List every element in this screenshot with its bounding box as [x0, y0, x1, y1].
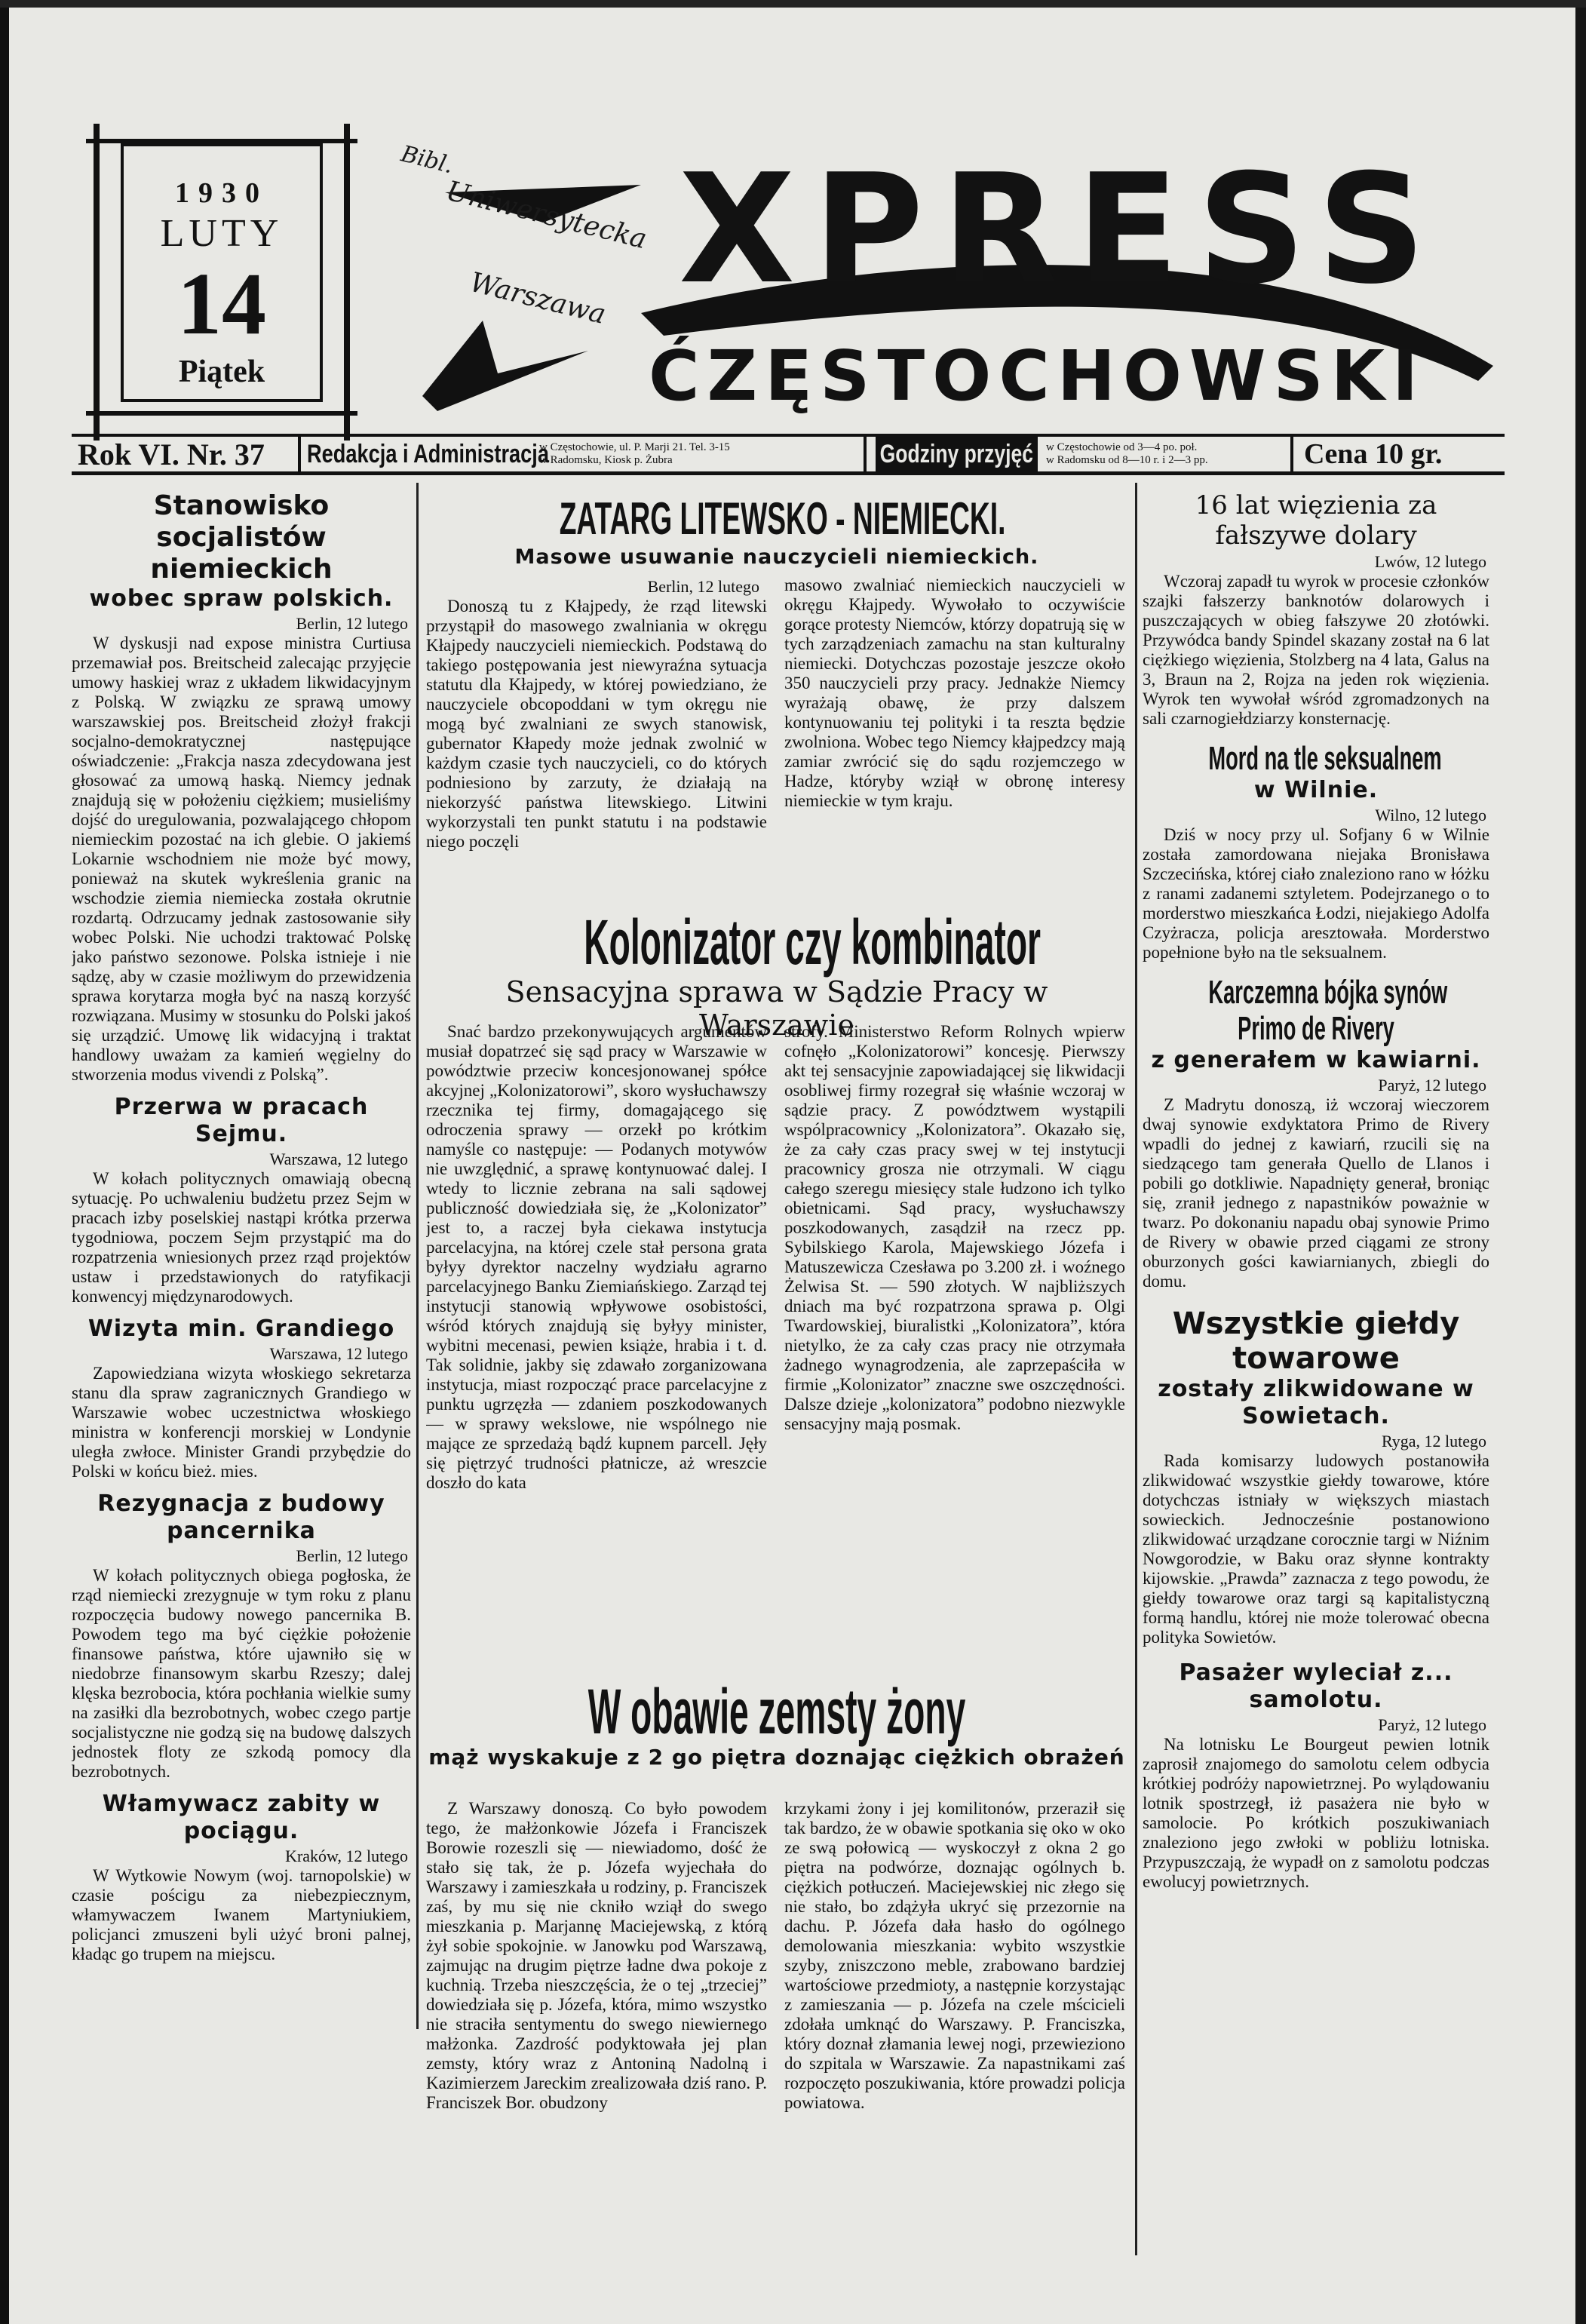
- article-title: Kolonizator czy kombinator: [584, 909, 1041, 978]
- article-body: Snać bardzo przekonywujących argumentów musiał dopatrzeć się sąd pracy w Warszawie w powództwie przeciw koncesjonowanej spółce akcyjnej „Kolonizatorowi”, skoro wysłuchawszy rzecznika tej firmy, domagającego się odroczenia sprawy — orzekł po krótkim namyśle co następuje: — Podanych motywów nie uwzględnić, a sprawę kontynuować dalej. I wtedy to licznie zebrana na sali sądowej publiczność dowiedziała się, że „Kolonizator” jest to, a raczej była ciekawa instytucja parcelacyjna, na której czele stał persona grata byłyy dyrektor naczelny wydziału agrarno parcelacyjnego Banku Ziemiańskiego. Zarząd tej instytucji stanowią wpływowe osobistości, wśród których znajdują się byłyy minister, wybitni mecenasi, pewien książe, hrabia i t. d. Tak solidnie, jakby się zdawało zorganizowana instytucja, miast rozpocząć prace parcelacyjne z punktu ugrzęzła — zdaniem poszkodowanych — w sprawy wekslowe, nie wspólnego nie mające ze sprzedażą bądź kupnem parcell. Jęły się piętrzyć trudności płatnicze, aż wreszcie doszło do kata: [426, 1022, 767, 1492]
- article-body: Rada komisarzy ludowych postanowiła zlikwidować wszystkie giełdy towarowe, które dotychczas istniały w większych miastach sowieckich. Jednocześnie postanowiono zlikwidować urządzane corocznie targi w Niźnim Nowgorodzie, w Baku oraz słynne kontrakty kijowskie. „Prawda” zaznacza z tego powodu, że giełdy towarowe oraz targi są kapitalistyczną formą handlu, której nie może tolerować obecna polityka Sowietów.: [1143, 1451, 1489, 1647]
- article-body: masowo zwalniać niemieckich nauczycieli w okręgu Kłajpedy. Wywołało to oczywiście gorące protesty Niemców, którzy dopatrują się w tych zarządzeniach zamachu na stan kulturalny niemiecki. Dotychczas pozostaje jeszcze około 350 nauczycieli przy pracy. Jednakże Niemcy wyrażają obawę, że przy dalszem kontynuowaniu tej polityki i ta reszta będzie zwolniona. Wobec tego Niemcy kłajpedzcy mają zamiar zwrócić się do sądu rozjemczego w Hadze, któryby wziął w obronę interesy niemieckie w tym kraju.: [784, 576, 1125, 810]
- stamp-line: Bibl.: [398, 140, 456, 180]
- article-subtitle: Masowe usuwanie nauczycieli niemieckich.: [514, 545, 1039, 569]
- scan-edge-right: [1575, 0, 1586, 2324]
- article-title: Przerwa w pracach Sejmu.: [114, 1094, 369, 1147]
- article-subtitle: zostały zlikwidowane w Sowietach.: [1158, 1376, 1474, 1429]
- article-body: Donoszą tu z Kłajpedy, że rząd litewski przystąpił do masowego zwalniania w okręgu Kłajpedy nauczycieli niemieckich. Podstawą do takiego postępowania jest niewyraźna sytuacja statutu dla Kłajpedy, w której powiedziano, że nauczyciele obcopoddani w tym okręgu nie mogą być zwalniani ze swych stanowisk, gubernator Kłapedy może jednak zwolnić w każdym czasie tych nauczycieli, co do których podniesiono by zarzuty, że działają na niekorzyść państwa litewskiego. Litwini wykorzystali ten punkt statutu i na podstawie niego poczęli: [426, 597, 767, 851]
- article-body: W kołach politycznych omawiają obecną sytuację. Po uchwaleniu budżetu przez Sejm w pracach izby poselskiej nastąpi krótka przerwa tygodniowa, poczem Sejm przystąpić ma do rozpatrzenia wniesionych przez rząd projektów ustaw i przedstawionych do ratyfikacji konwencyj międzynarodowych.: [72, 1169, 411, 1306]
- bar-separator: [864, 437, 867, 471]
- article-body: Na lotnisku Le Bourgeut pewien lotnik zaprosił znajomego do samolotu celem odbycia krótkiej podróży napowietrznej. Po wylądowaniu lotnik spostrzegł, iż pasażera nie było w samolocie. Po krótkich poszukiwaniach znaleziono jego zwłoki w pobliżu lotniska. Przypuszczają, że wypadł on z samolotu podczas ewolucyj powietrznych.: [1143, 1735, 1489, 1891]
- bar-separator: [298, 437, 301, 471]
- hours-label: Godziny przyjęć: [879, 439, 1034, 468]
- bar-separator: [1290, 437, 1293, 471]
- date-month: LUTY: [160, 212, 284, 255]
- stamp-line: Warszawa: [466, 266, 609, 331]
- article-lithuania: [426, 494, 1127, 901]
- article-dateline: Ryga, 12 lutego: [1381, 1432, 1486, 1451]
- article-title: ZATARG LITEWSKO - NIEMIECKI.: [559, 494, 1006, 544]
- article-body: W dyskusji nad expose ministra Curtiusa przemawiał pos. Breitscheid zalecając przyjęcie umowy haskiej wraz z układem likwidacyjnym z Polską. W związku ze sprawą umowy warszawskiej pos. Breitscheid złożył frakcji socjalno-demokratycznej następujące oświadczenie: „Frakcja nasza zdecydowana jest głosować za umową haską. Niemcy jednak znajdują się w położeniu ciężkiem; musieliśmy dojść do uregulowania, pozwalającego chłopom niemieckim pozostać na ich glebie. O jakiemś Lokarnie wschodniem nie może być mowy, ponieważ na skutek wykreślenia granic na wschodzie ziemia niemiecka została okrutnie rozdartą. Odrzucamy jednak zastosowanie siły wobec Polski. Nie uchodzi traktować Polskę jako państwo sezonowe. Polska istnieje i nie sądzę, aby w czasie możliwym do przewidzenia sprawa korytarza mogła być na naszą korzyść rozwiązana. Musimy w stosunku do Polski jakoś się urządzić. Umowę lik widacyjną i traktat handlowy uważam za kamień węgielny do stworzenia modus vivendi z Polską”.: [72, 634, 411, 1084]
- article-dateline: Berlin, 12 lutego: [296, 614, 408, 633]
- article-subtitle: Sensacyjna sprawa w Sądzie Pracy w Warszawie: [505, 975, 1048, 1042]
- article-dateline: Kraków, 12 lutego: [285, 1847, 408, 1865]
- office-hours: [1046, 437, 1208, 471]
- article-title: 16 lat więzienia za fałszywe dolary: [1195, 490, 1437, 551]
- article-title: Wszystkie giełdy towarowe: [1172, 1306, 1460, 1376]
- hours-label-wrap: [876, 437, 1038, 471]
- article-body: strofy. Ministerstwo Reform Rolnych wpierw cofnęło „Kolonizatorowi” koncesję. Pierwszy akt tej sensacyjnie zapowiadającej się likwidacji osobliwej firmy rozegrał się właśnie wczoraj w sądzie pracy. Z powództwem wystąpili wspólpracownicy „Kolonizatora”. Okazało się, że za cały czas pracy swej w tej instytucji pracownicy grosza nie otrzymali. W ciągu całego szeregu miesięcy stale łudzono ich tylko obietnicami. Sąd pracy, wysłuchawszy poszkodowanych, zasądził na rzecz pp. Sybilskiego Karola, Majewskiego Józefa i Matuszewicza Czesława po 3.200 zł. i woźnego Żelwisa St. — 590 złotych. W najbliższych dniach ma być rozpatrzona sprawa p. Olgi Twardowskiej, biuralistki „Kolonizatora”, która nietylko, że za cały czas pracy nie otrzymała żadnego wynagrodzenia, ale zaprzepaściła w firmie „Kolonizator” znaczne swe oszczędności. Dalsze dzieje „kolonizatora” podobno niezwykle sensacyjny mają posmak.: [784, 1022, 1125, 1433]
- date-day: 14: [177, 254, 266, 353]
- article-body: krzykami żony i jej komilitonów, przeraził się tak bardzo, że w obawie spotkania się oko w oko ze swą połowicą — wyskoczył z okna 2 go piętra na podwórze, doznając ogólnych b. ciężkich potłuczeń. Maciejewskiej nic złego się nie stało, bo zdążyła ukryć się przezornie na dachu. P. Józefa dała hasło do ogólnego demolowania mieszkania: wybito wszystkie szyby, zniszczono meble, zrabowano bardziej wartościowe przedmioty, a następnie korzystając z zamieszania — p. Józefa na czele mścicieli zdołała umknąć do Warszawy. P. Franciszka, który doznał złamania lewej nogi, przewieziono do szpitala w Warszawie. Za napastnikami zaś rozpoczęto poszukiwania, które prowadzi policja powiatowa.: [784, 1799, 1125, 2112]
- editorial-address: [539, 437, 730, 471]
- date-weekday: Piątek: [178, 355, 265, 389]
- article-title: Włamywacz zabity w pociągu.: [102, 1791, 381, 1844]
- right-column: [1143, 490, 1489, 2255]
- article-dateline: Lwów, 12 lutego: [1374, 552, 1486, 571]
- article-body: Zapowiedziana wizyta włoskiego sekretarza stanu dla spraw zagranicznych Grandiego w Warszawie wobec uczestnictwa włoskiego ministra w konferencji morskiej w Londynie uległa zwłoce. Minister Grandi przybędzie do Polski w końcu bież. mies.: [72, 1364, 411, 1481]
- article-title: Stanowisko socjalistów niemieckich: [150, 490, 333, 585]
- logo-title: XPRESS: [679, 142, 1444, 318]
- office-hours-line: w Radomsku od 8—10 r. i 2—3 pp.: [1046, 454, 1208, 466]
- issue-info-bar: [72, 434, 1505, 475]
- article-dateline: Paryż, 12 lutego: [1378, 1715, 1486, 1734]
- article-body: W kołach politycznych obiega pogłoska, że rząd niemiecki zrezygnuje w tym roku z planu rozpoczęcia budowy nowego pancernika B. Powodem tego ma być ciężkie położenie finansowe państwa, które ujawniło się w niedobrze finansowym skarbu Rzeszy; dalej klęska bezrobocia, która pochłania wielkie sumy na zasiłki dla bezrobotnych, wobec czego partje socjalistyczne nie godzą się na budowę dalszych jednostek floty ze szkodą pomocy dla bezrobotnych.: [72, 1566, 411, 1781]
- article-body: W Wytkowie Nowym (woj. tarnopolskie) w czasie pościgu za niebezpiecznym, włamywaczem Iwanem Martyniukiem, policjanci zmuszeni byli użyć broni palnej, kładąc go trupem na miejscu.: [72, 1866, 411, 1963]
- article-title: W obawie zemsty żony: [587, 1678, 966, 1747]
- issue-number: Rok VI. Nr. 37: [78, 437, 265, 471]
- date-year: 1930: [175, 177, 268, 209]
- article-subtitle: z generałem w kawiarni.: [1151, 1047, 1481, 1073]
- article-dateline: Berlin, 12 lutego: [296, 1546, 408, 1565]
- issue-price: Cena 10 gr.: [1304, 438, 1443, 470]
- article-dateline: Warszawa, 12 lutego: [269, 1344, 408, 1363]
- office-hours-line: w Częstochowie od 3—4 po. poł.: [1046, 441, 1198, 453]
- article-dateline: Berlin, 12 lutego: [647, 577, 759, 596]
- editorial-address-line: w Radomsku, Kiosk p. Żubra: [539, 454, 673, 466]
- article-dateline: Paryż, 12 lutego: [1378, 1076, 1486, 1094]
- article-body: Wczoraj zapadł tu wyrok w procesie członków szajki fałszerzy banknotów dolarowych i puszczających w obieg fałszywe 20 złotówki. Przywódca bandy Spindel skazany został na 6 lat ciężkiego więzienia, Stolzberg na 4 lata, Galus na 3, Braun na 2, Rojza na jeden rok więzienia. Wyrok ten wywołał wśród zgromadzonych na sali czarnogiełdziarzy konsternację.: [1143, 572, 1489, 728]
- article-body: Z Warszawy donoszą. Co było powodem tego, że małżonkowie Józefa i Franciszek Borowie rozeszli się — niewiadomo, dość że stało się tak, że p. Józefa wyjechała do Warszawy i zamieszkała u rodziny, p. Franciszek zaś, by mu się nie ckniło wziął do swego mieszkania p. Marjannę Maciejewską, z którą żył sobie spokojnie. w Janowku pod Warszawą, zajmując na drugim piętrze ładne dwa pokoje z kuchnią. Trzeba nieszczęścia, że o tej „trzeciej” dowiedziała się p. Józefa, która, mimo wszystko nie straciła sentymentu do swego niewiernego małżonka. Zazdrość podyktowała jej plan zemsty, który wraz z Antoniną Nadolną i Kazimierzem Jareckim zrealizowała dziś rano. P. Franciszek Bor. obudzony: [426, 1799, 767, 2112]
- scan-edge-left: [0, 0, 9, 2324]
- article-subtitle: mąż wyskakuje z 2 go piętra doznając ciężkich obrażeń: [428, 1745, 1125, 1770]
- date-frame-line: [86, 411, 357, 416]
- article-title: Pasażer wyleciał z... samolotu.: [1179, 1659, 1453, 1713]
- editorial-label: Redakcja i Administracja: [307, 439, 549, 468]
- article-wife-revenge: [426, 1678, 1127, 2259]
- left-column: [72, 490, 411, 2240]
- article-title: Mord na tle seksualnem: [1208, 740, 1442, 777]
- stamp-line: Uniwersytecka: [443, 175, 650, 256]
- article-kolonizator: [426, 909, 1127, 1686]
- date-frame-line: [94, 124, 100, 441]
- article-body: Z Madrytu donoszą, iż wczoraj wieczorem dwaj synowie exdyktatora Primo de Rivery wpadli do jednej z kawiarń, rzucili się na siedzącego tam generała Quello de Llanos i pobili go dotkliwie. Napadnięty generał, broniąc się, zranił jednego z napastników poważnie w twarz. Po dokonaniu napadu obaj synowie Primo de Rivery w obawie przed ciągami ze strony oburzonych gości kawiarnianych, zbiegli do domu.: [1143, 1095, 1489, 1291]
- article-dateline: Warszawa, 12 lutego: [269, 1150, 408, 1168]
- article-title: Wizyta min. Grandiego: [87, 1316, 395, 1342]
- article-subtitle: wobec spraw polskich.: [89, 585, 394, 612]
- article-title: Primo de Rivery: [1238, 1010, 1394, 1047]
- article-dateline: Wilno, 12 lutego: [1375, 806, 1486, 824]
- column-rule: [1135, 483, 1137, 2255]
- scan-edge-top: [0, 0, 1586, 8]
- article-title: Karczemna bójka synów: [1208, 974, 1448, 1011]
- editorial-address-line: w Częstochowie, ul. P. Marji 21. Tel. 3-15: [539, 441, 730, 453]
- column-rule: [416, 483, 419, 2029]
- article-title: Rezygnacja z budowy pancernika: [97, 1490, 385, 1544]
- article-subtitle: w Wilnie.: [1253, 777, 1379, 803]
- date-frame-line: [344, 124, 350, 441]
- logo-subtitle: ĆZĘSTOCHOWSKI: [649, 336, 1426, 416]
- date-box: [121, 143, 323, 402]
- article-body: Dziś w nocy przy ul. Sofjany 6 w Wilnie została zamordowana niejaka Bronisława Szczecińska, której ciało znaleziono rano w łóżku z ranami zadanemi sztyletem. Podejrzanego o to morderstwo mieszkańca Łodzi, niejakiego Adolfa Czyżracza, policja aresztowała. Morderstwo popełnione było na tle seksualnem.: [1143, 825, 1489, 962]
- date-frame-line: [86, 139, 357, 143]
